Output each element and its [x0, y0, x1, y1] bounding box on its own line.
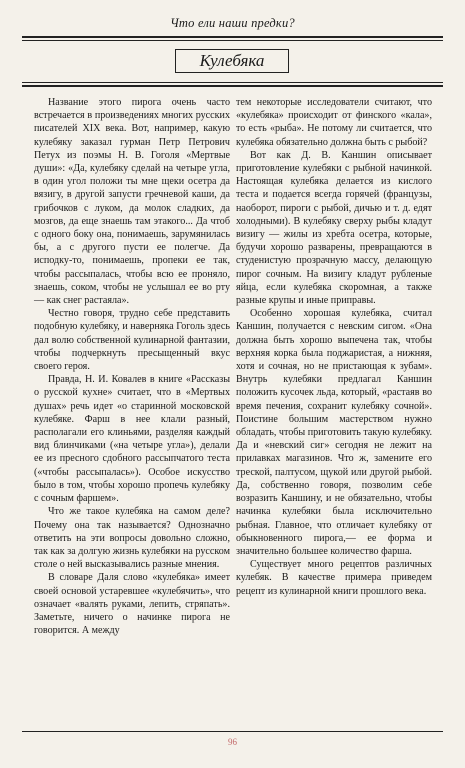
- title-rule-thick: [22, 85, 443, 87]
- header-rule-thick: [22, 36, 443, 38]
- paragraph-continuation: тем некоторые исследователи считают, что «кулебяка» происходит от финского «кала», то есть «рыба». Не потому ли считается, что кулебяка обязательно должна быть с рыбой?: [236, 97, 432, 148]
- article-title: Кулебяка: [175, 49, 289, 73]
- paragraph: Правда, Н. И. Ковалев в книге «Рассказы о русской кухне» считает, что в «Мертвых душах» речь идет «о старинной московской кулебяке. Фарш в нее клали разный, располагали его клиньями, разделяя каждый вид блинчиками («на четыре угла»), делали ее из пресного сдобного рассыпчатого теста («чтобы рассыпалась»). Особое искусство было в том, чтобы хорошо пропечь кулебяку с сочным фаршем».: [34, 374, 230, 505]
- left-column: [34, 96, 230, 637]
- paragraph: В словаре Даля слово «кулебяка» имеет своей основой устаревшее «кулебячить», что означает «валять руками, лепить, стряпать». Заметьте, ничего о начинке пирога не говорится. А между: [34, 572, 230, 637]
- paragraph: Название этого пирога очень часто встречается в произведениях многих русских писателей XIX века. Вот, например, какую кулебяку заказал гурман Петр Петрович Петух из поэмы Н. В. Гоголя «Мертвые души»: «Да, кулебяку сделай на четыре угла, в один угол положи ты мне щеки осетра да вязигу, в другой запусти гречневой каши, да грибочков с луком, да молок сладких, да мозгов, да еще знаешь там этакого... Да чтоб с одного боку она, понимаешь, зарумянилась бы, а с другого пусти ее полегче. Да исподку-то, понимаешь, пропеки ее так, чтобы рассыпалась, чтобы всю ее проняло, знаешь, соком, чтобы не услышал ее во рту — как снег растаяла».: [34, 97, 230, 307]
- running-title: Что ели наши предки?: [170, 16, 295, 30]
- header-rule-thin: [22, 40, 443, 41]
- footer-rule: [22, 731, 443, 732]
- paragraph: Честно говоря, трудно себе представить подобную кулебяку, и наверняка Гоголь здесь дал волю собственной кулинарной фантазии, чтобы подчеркнуть пресыщенный вкус своего героя.: [34, 308, 230, 373]
- page-number: 96: [228, 737, 237, 747]
- paragraph: Вот как Д. В. Каншин описывает приготовление кулебяки с рыбной начинкой. Настоящая кулебяка делается из кислого теста и подается всегда горячей (французы, наоборот, пироги с рыбой, дичью и т. д. едят холодными). В кулебяку сверху рыбы кладут визигу — жилы из хребта осетра, которые, будучи хорошо разварены, превращаются в студенистую прозрачную массу, делающую пирог сочным. На визигу кладут рубленые яйца, если кулебяка скоромная, а также разные крупы и иные приправы.: [236, 149, 432, 307]
- paragraph: Особенно хорошая кулебяка, считал Каншин, получается с невским сигом. «Она должна быть хорошо выпечена так, чтобы верхняя корка была поджаристая, а нижняя, хотя и сочная, но не пристающая к зубам». Внутрь кулебяки предлагал Каншин положить кусочек льда, который, «растаяв во время печения, сохранит кулебяку сочной». Поистине большим мастерством нужно обладать, чтобы приготовить такую кулебяку. Да и «невский сиг» сегодня не лежит на прилавках магазинов. Что ж, замените его треской, палтусом, щукой или другой рыбой. Да, собственно говоря, позволим себе возразить Каншину, и не обязательно, чтобы начинка кулебяки была исключительно рыбная. Главное, что отличает кулебяку от обыкновенного пирога,— ее форма и значительно большее количество фарша.: [236, 308, 433, 557]
- paragraph: Что же такое кулебяка на самом деле? Почему она так называется? Однозначно ответить на эти вопросы довольно сложно, так как за долгую жизнь кулебяки на русском столе о ней высказывались разные мнения.: [34, 506, 230, 571]
- right-column: [236, 96, 432, 598]
- title-rule-thin: [22, 82, 443, 83]
- paragraph: Существует много рецептов различных кулебяк. В качестве примера приведем рецепт из кулинарной книги прошлого века.: [236, 559, 432, 597]
